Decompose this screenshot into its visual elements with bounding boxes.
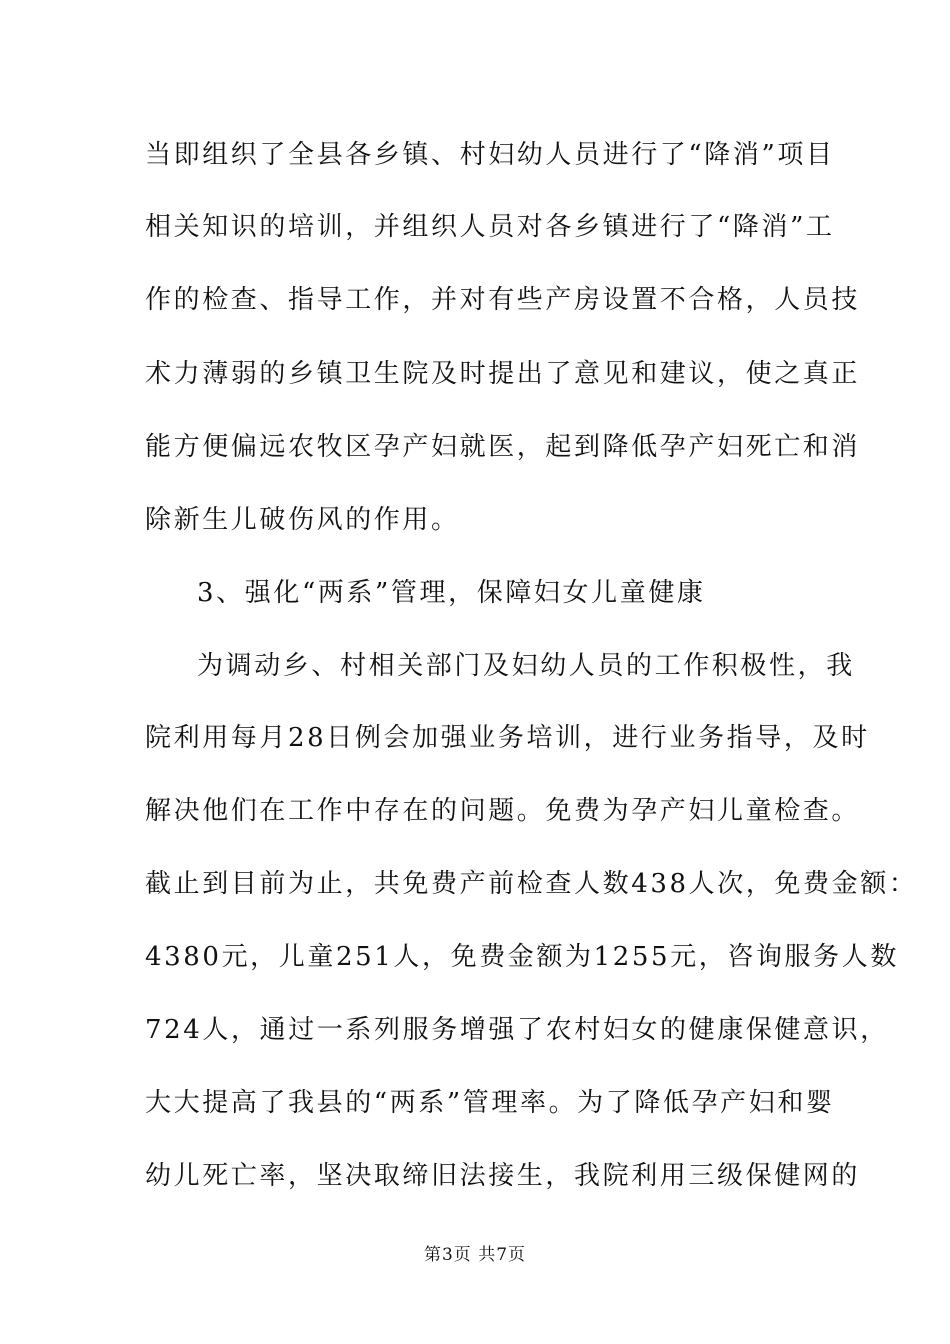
text-line: 幼儿死亡率，坚决取缔旧法接生，我院利用三级保健网的: [145, 1161, 861, 1191]
text-line: 术力薄弱的乡镇卫生院及时提出了意见和建议，使之真正: [145, 359, 861, 389]
text-line: 除新生儿破伤风的作用。: [145, 505, 460, 535]
text-line: 当即组织了全县各乡镇、村妇幼人员进行了“降消”项目: [145, 140, 835, 170]
text-line: 大大提高了我县的“两系”管理率。为了降低孕产妇和婴: [145, 1088, 835, 1118]
text-line: 相关知识的培训，并组织人员对各乡镇进行了“降消”工: [145, 212, 835, 242]
page-number: 第3页 共7页: [423, 1245, 527, 1265]
text-line: 724人，通过一系列服务增强了农村妇女的健康保健意识，: [145, 1015, 889, 1045]
text-line: 作的检查、指导工作，并对有些产房设置不合格，人员技: [145, 285, 861, 315]
section-heading: 3、强化“两系”管理，保障妇女儿童健康: [197, 578, 706, 608]
text-line: 能方便偏远农牧区孕产妇就医，起到降低孕产妇死亡和消: [145, 432, 861, 462]
text-line: 截止到目前为止，共免费产前检查人数438人次，免费金额：: [145, 869, 918, 899]
text-line: 院利用每月28日例会加强业务培训，进行业务指导，及时: [145, 723, 870, 753]
text-line: 4380元，儿童251人，免费金额为1255元，咨询服务人数: [145, 942, 899, 972]
text-line: 解决他们在工作中存在的问题。免费为孕产妇儿童检查。: [145, 796, 861, 826]
text-line: 为调动乡、村相关部门及妇幼人员的工作积极性，我: [197, 651, 855, 681]
